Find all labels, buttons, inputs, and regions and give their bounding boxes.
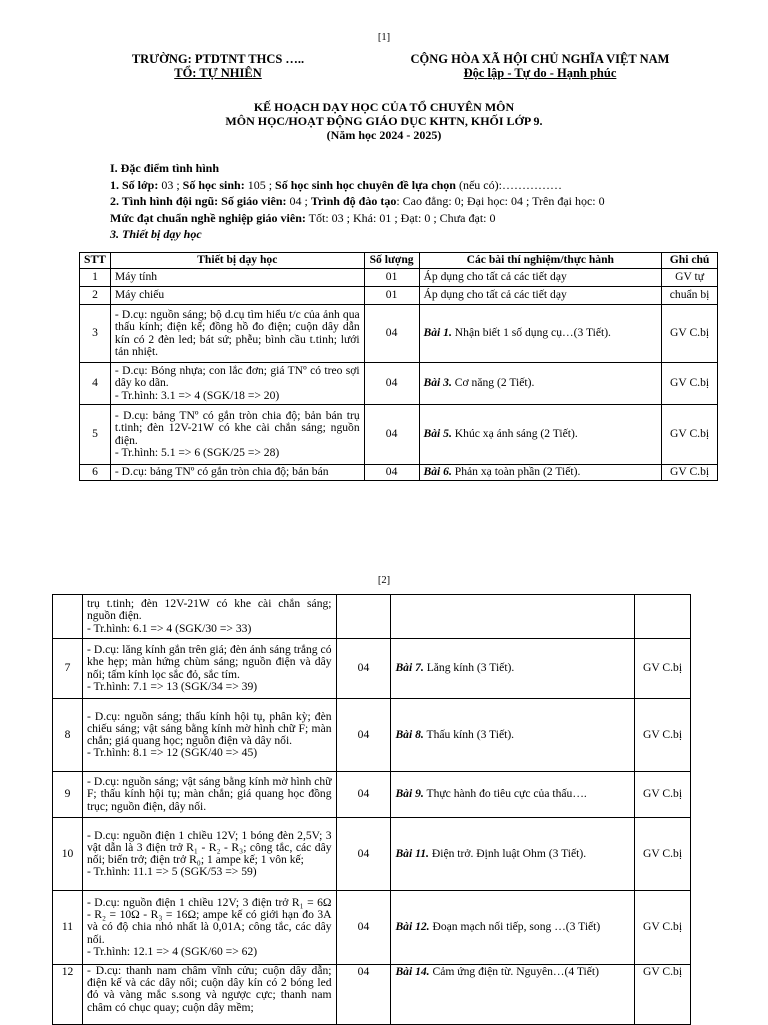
lesson-number: Bài 12.: [395, 920, 430, 934]
device-line: - D.cụ: bảng TNº có gắn tròn chia độ; bản bán: [114, 465, 329, 479]
lesson-number: Bài 8.: [395, 727, 424, 741]
header-qty: Số lượng: [364, 253, 419, 269]
label-standard: Mức đạt chuẩn nghề nghiệp giáo viên:: [110, 210, 306, 225]
cell-device: [82, 639, 336, 699]
cell-qty: 01: [364, 269, 419, 287]
device-line: - Tr.hình: 8.1 => 12 (SGK/40 => 45): [86, 746, 258, 760]
cell-stt: 1: [80, 269, 111, 287]
cell-qty: 04: [336, 639, 391, 699]
cell-stt: 8: [53, 699, 83, 772]
cell-qty: 04: [364, 305, 419, 363]
device-line: - Tr.hình: 7.1 => 13 (SGK/34 => 39): [86, 679, 258, 693]
lesson-number: Bài 6.: [423, 465, 452, 479]
lesson-title: Đoạn mạch nối tiếp, song …(3 Tiết): [429, 920, 601, 934]
device-line: - D.cụ: thanh nam châm vĩnh cửu; cuộn dây dẫn; điện kế và các dây nối; cuộn dây kín có 2 bóng led đỏ và vàng mắc s.song và ngược cực; thanh nam châm có chục quay; cuộn dây mềm;: [86, 964, 332, 1014]
cell-qty: 04: [336, 965, 391, 1025]
cell-experiment: [419, 405, 662, 465]
header-device: Thiết bị dạy học: [110, 253, 364, 269]
table-row: [80, 405, 718, 465]
lesson-title: Cơ năng (2 Tiết).: [451, 376, 535, 390]
cell-stt: 6: [80, 465, 111, 481]
table-row: [53, 595, 691, 639]
value-class-count: 03 ;: [158, 177, 183, 192]
cell-stt: 12: [53, 965, 83, 1025]
standard-info-line: [110, 210, 710, 227]
cell-stt: 2: [80, 287, 111, 305]
title-line-2: MÔN HỌC/HOẠT ĐỘNG GIÁO DỤC KHTN, KHỐI LỚP 9.: [225, 114, 543, 128]
group-name: TỔ: TỰ NHIÊN: [174, 66, 262, 80]
nation-name: CỘNG HÒA XÃ HỘI CHỦ NGHĨA VIỆT NAM: [410, 52, 670, 66]
table-row: [80, 465, 718, 481]
table-row: [80, 305, 718, 363]
page-number-2: [2]: [377, 575, 391, 586]
nation-header: [385, 52, 695, 80]
cell-stt: 11: [53, 891, 83, 965]
cell-experiment: [391, 699, 635, 772]
lesson-title: Khúc xạ ánh sáng (2 Tiết).: [451, 427, 578, 441]
section-heading: I. Đặc điểm tình hình: [110, 161, 220, 175]
title-line-1: KẾ HOẠCH DẠY HỌC CỦA TỔ CHUYÊN MÔN: [253, 100, 515, 114]
value-teacher-count: 04 ;: [286, 194, 311, 208]
cell-experiment: [419, 269, 662, 287]
cell-stt: 9: [53, 772, 83, 818]
cell-experiment: [391, 595, 635, 639]
cell-note: GV tự: [662, 269, 718, 287]
cell-experiment: [391, 639, 635, 699]
lesson-number: Bài 7.: [395, 661, 424, 675]
situation-section: [110, 160, 710, 243]
cell-qty: 04: [336, 891, 391, 965]
device-line: - D.cụ: bảng TNº có gắn tròn chia độ; bản bán trụ t.tinh; đèn 12V-21W có khe cài chắn sáng; nguồn điện.: [114, 409, 360, 447]
device-line: - Tr.hình: 11.1 => 5 (SGK/53 => 59): [86, 865, 257, 879]
label-teacher-count: 2. Tình hình đội ngũ: Số giáo viên:: [110, 194, 287, 208]
school-header: [118, 52, 318, 80]
lesson-title: Áp dụng cho tất cả các tiết dạy: [423, 288, 567, 302]
cell-note: GV C.bị: [662, 305, 718, 363]
table-row: [80, 269, 718, 287]
cell-note: GV C.bị: [635, 699, 691, 772]
table-row: [53, 891, 691, 965]
cell-note: GV C.bị: [662, 405, 718, 465]
device-line: - D.cụ: nguồn điện 1 chiều 12V; 3 điện trở R₁ = 6Ω - R₂ = 10Ω - R₃ = 16Ω; ampe kế có giới hạn đo 3A và có độ chia nhỏ nhất là 0,01A; công tắc, các dây nối.: [86, 895, 332, 946]
table-row: [53, 965, 691, 1025]
table-header-row: [80, 253, 718, 269]
device-line: - D.cụ: nguồn điện 1 chiều 12V; 1 bóng đèn 2,5V; 3 vật dẫn là 3 điện trở R₁ - R₂ - R₃; công tắc, các dây nối; biến trở; điện trở R₀; 1 ampe kế; 1 vôn kế;: [86, 828, 332, 866]
equipment-heading: 3. Thiết bị dạy học: [110, 227, 202, 241]
header-note: Ghi chú: [662, 253, 718, 269]
cell-note: [635, 595, 691, 639]
cell-device: [82, 595, 336, 639]
lesson-title: Nhận biết 1 số dụng cụ…(3 Tiết).: [451, 326, 611, 340]
cell-experiment: [419, 287, 662, 305]
table-row: [53, 818, 691, 891]
cell-qty: 04: [336, 772, 391, 818]
lesson-number: Bài 1.: [423, 326, 452, 340]
cell-note: GV C.bị: [635, 639, 691, 699]
cell-qty: 01: [364, 287, 419, 305]
class-info-line: [110, 177, 710, 194]
cell-qty: 04: [364, 465, 419, 481]
device-line: Máy tính: [114, 270, 158, 284]
table-row: [53, 772, 691, 818]
cell-device: [110, 363, 364, 405]
lesson-title: Điện trở. Định luật Ohm (3 Tiết).: [428, 846, 587, 860]
device-line: Máy chiếu: [114, 288, 165, 302]
cell-device: [82, 965, 336, 1025]
cell-note: chuẩn bị: [662, 287, 718, 305]
cell-device: [110, 287, 364, 305]
value-student-count: 105 ;: [244, 177, 276, 192]
cell-qty: 04: [336, 699, 391, 772]
device-line: - Tr.hình: 5.1 => 6 (SGK/25 => 28): [114, 445, 280, 459]
cell-note: GV C.bị: [662, 465, 718, 481]
cell-device: [110, 465, 364, 481]
title-line-3: (Năm học 2024 - 2025): [326, 128, 442, 142]
cell-device: [82, 699, 336, 772]
school-name: TRƯỜNG: PTDTNT THCS …..: [131, 52, 305, 66]
cell-device: [82, 772, 336, 818]
label-class-count: 1. Số lớp:: [110, 177, 159, 192]
table-row: [53, 699, 691, 772]
table-row: [53, 639, 691, 699]
device-line: - D.cụ: nguồn sáng; thấu kính hội tụ, phân kỳ; đèn chiếu sáng; vật sáng bằng kính mờ hình chữ F; màn chắn; giá quang học; nguồn điện và dây nối.: [86, 709, 332, 747]
cell-stt: 5: [80, 405, 111, 465]
device-line: - D.cụ: Bóng nhựa; con lắc đơn; giá TNº có treo sợi dây ko dãn.: [114, 364, 360, 390]
cell-note: GV C.bị: [635, 965, 691, 1025]
cell-device: [110, 305, 364, 363]
cell-qty: 04: [364, 363, 419, 405]
cell-device: [110, 405, 364, 465]
value-standard: Tốt: 03 ; Khá: 01 ; Đạt: 0 ; Chưa đạt: 0: [305, 210, 496, 225]
lesson-title: Áp dụng cho tất cả các tiết dạy: [423, 270, 567, 284]
label-training-level: Trình độ đào tạo: [310, 194, 397, 208]
cell-stt: 7: [53, 639, 83, 699]
table-row: [80, 287, 718, 305]
lesson-title: Phản xạ toàn phần (2 Tiết).: [451, 465, 581, 479]
nation-motto: Độc lập - Tự do - Hạnh phúc: [463, 66, 617, 80]
cell-stt: [53, 595, 83, 639]
header-stt: STT: [80, 253, 111, 269]
doc-title: [0, 100, 768, 142]
staff-info-line: [110, 193, 710, 210]
device-line: - D.cụ: nguồn sáng; bộ d.cụ tìm hiểu t/c của ảnh qua thấu kính; điện kế; đồng hồ đo điện; cuộn dây dẫn kín có 2 đèn led; bát sứ; phễu; bình cầu t.tinh; lưới tản nhiệt.: [114, 308, 360, 358]
value-training-level: : Cao đẳng: 0; Đại học: 04 ; Trên đại học: 0: [396, 194, 605, 208]
cell-qty: 04: [364, 405, 419, 465]
cell-note: GV C.bị: [635, 818, 691, 891]
lesson-title: Thực hành đo tiêu cực của thấu….: [423, 787, 587, 801]
equipment-table-2: [52, 594, 691, 1025]
lesson-number: Bài 14.: [395, 965, 430, 978]
lesson-number: Bài 9.: [395, 787, 424, 801]
cell-experiment: [391, 891, 635, 965]
lesson-title: Thấu kính (3 Tiết).: [423, 727, 515, 741]
equipment-table-1: [79, 252, 718, 481]
table-row: [80, 363, 718, 405]
cell-experiment: [419, 465, 662, 481]
cell-note: GV C.bị: [635, 891, 691, 965]
cell-experiment: [391, 818, 635, 891]
cell-qty: 04: [336, 818, 391, 891]
lesson-title: Cảm ứng điện từ. Nguyên…(4 Tiết): [429, 965, 599, 978]
device-line: trụ t.tinh; đèn 12V-21W có khe cài chắn sáng; nguồn điện.: [86, 597, 332, 623]
cell-device: [110, 269, 364, 287]
cell-note: GV C.bị: [662, 363, 718, 405]
cell-qty: [336, 595, 391, 639]
cell-stt: 10: [53, 818, 83, 891]
device-line: - D.cụ: nguồn sáng; vật sáng bằng kính mờ hình chữ F; thấu kính hội tụ; màn chắn; giá quang học đồng trục; nguồn điện, dây nối.: [86, 775, 332, 813]
lesson-number: Bài 3.: [423, 376, 452, 390]
cell-device: [82, 891, 336, 965]
cell-experiment: [419, 363, 662, 405]
lesson-number: Bài 5.: [423, 427, 452, 441]
device-line: - Tr.hình: 12.1 => 4 (SGK/60 => 62): [86, 944, 258, 958]
cell-experiment: [419, 305, 662, 363]
cell-experiment: [391, 772, 635, 818]
cell-experiment: [391, 965, 635, 1025]
cell-stt: 3: [80, 305, 111, 363]
cell-device: [82, 818, 336, 891]
label-student-count: Số học sinh:: [182, 177, 245, 192]
lesson-number: Bài 11.: [395, 846, 429, 860]
cell-stt: 4: [80, 363, 111, 405]
device-line: - Tr.hình: 6.1 => 4 (SGK/30 => 33): [86, 621, 252, 635]
page-number-1: [1]: [377, 32, 391, 43]
header-experiment: Các bài thí nghiệm/thực hành: [419, 253, 662, 269]
value-elective-count: (nếu có):……………: [455, 177, 562, 192]
lesson-title: Lăng kính (3 Tiết).: [423, 661, 515, 675]
cell-note: GV C.bị: [635, 772, 691, 818]
device-line: - D.cụ: lăng kính gắn trên giá; đèn ánh sáng trắng có khe hẹp; màn hứng chùm sáng; nguồn điện và dây nối; tấm kính lọc sắc đỏ, sắc tím.: [86, 643, 332, 681]
label-elective-count: Số học sinh học chuyên đề lựa chọn: [275, 177, 456, 192]
device-line: - Tr.hình: 3.1 => 4 (SGK/18 => 20): [114, 388, 280, 402]
